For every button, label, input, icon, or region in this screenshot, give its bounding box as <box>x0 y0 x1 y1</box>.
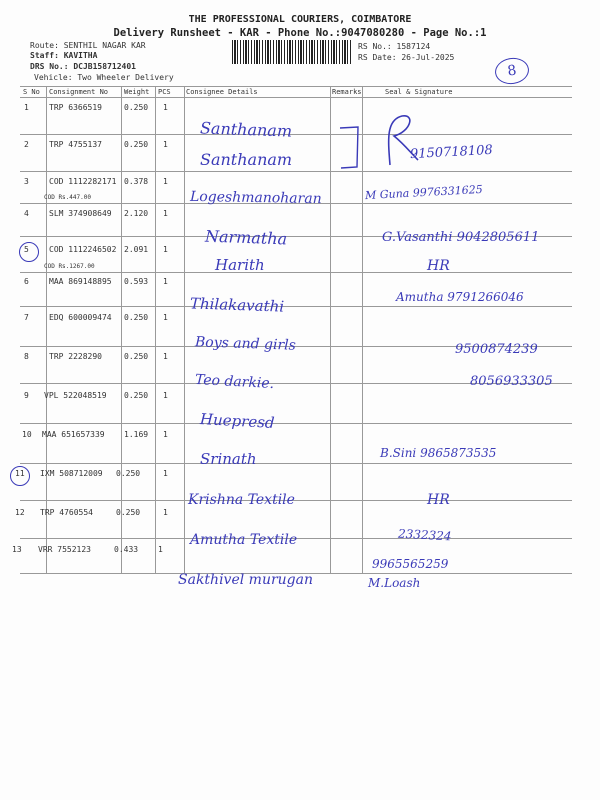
row-12-consignment: TRP 4760554 <box>40 508 93 517</box>
row-6-consignment: MAA 869148895 <box>49 277 112 286</box>
row-2-pcs: 1 <box>163 140 168 149</box>
row-8-consignment: TRP 2228290 <box>49 352 102 361</box>
row-12-weight: 0.250 <box>116 508 141 517</box>
row-5-cod: COD Rs.1267.00 <box>44 263 95 270</box>
row-1-consignment: TRP 6366519 <box>49 103 102 112</box>
row-9-pcs: 1 <box>163 391 168 400</box>
hand-consignee-12: Amutha Textile <box>190 532 298 548</box>
row-3-sno: 3 <box>24 177 29 186</box>
col-consignee: Consignee Details <box>186 88 258 96</box>
vehicle-label: Vehicle: Two Wheeler Delivery <box>34 73 174 82</box>
row-3-weight: 0.378 <box>124 177 149 186</box>
row-1-sno: 1 <box>24 103 29 112</box>
rs-number: RS No.: 1587124 <box>358 42 431 51</box>
hand-consignee-7: Boys and girls <box>194 334 297 354</box>
hand-consignee-1: Santhanam <box>199 118 293 141</box>
hand-consignee-4: Narmatha <box>204 226 288 249</box>
row-8-weight: 0.250 <box>124 352 149 361</box>
row-4-weight: 2.120 <box>124 209 149 218</box>
row-2-consignment: TRP 4755137 <box>49 140 102 149</box>
row-7-sno: 7 <box>24 313 29 322</box>
col-sno: S No <box>23 88 40 96</box>
hand-bracket <box>338 125 362 170</box>
hand-signature-5: Amutha 9791266046 <box>396 290 524 304</box>
row-5-pcs: 1 <box>163 245 168 254</box>
row-8-sno: 8 <box>24 352 29 361</box>
hand-consignee-10: Srinath <box>200 450 257 468</box>
row-6-weight: 0.593 <box>124 277 149 286</box>
hand-consignee-5: Harith <box>215 256 265 274</box>
row-6-pcs: 1 <box>163 277 168 286</box>
col-weight: Weight <box>124 88 150 96</box>
hand-consignee-8: Teo darkie. <box>194 371 275 393</box>
drs-number: DRS No.: DCJB158712401 <box>30 62 136 71</box>
row-2-weight: 0.250 <box>124 140 149 149</box>
hand-signature-6: 9500874239 <box>455 342 538 357</box>
runsheet-subtitle: Delivery Runsheet - KAR - Phone No.:9047080280 - Page No.:1 <box>113 27 487 39</box>
company-title: THE PROFESSIONAL COURIERS, COIMBATORE <box>188 14 412 25</box>
col-consignment: Consignment No <box>49 88 109 96</box>
rs-date: RS Date: 26-Jul-2025 <box>358 53 455 62</box>
row-13-consignment: VRR 7552123 <box>38 545 91 554</box>
row-3-cod: COD Rs.447.00 <box>44 194 91 201</box>
hand-signature-4: HR <box>427 258 450 274</box>
hand-signature-9: HR <box>427 492 450 508</box>
circled-count: 8 <box>493 56 530 86</box>
row-11-weight: 0.250 <box>116 469 141 478</box>
row-10-weight: 1.169 <box>124 430 149 439</box>
row-9-sno: 9 <box>24 391 29 400</box>
hand-signature-12: M.Loash <box>368 576 421 590</box>
hand-consignee-6: Thilakavathi <box>189 294 285 316</box>
row-12-sno: 12 <box>15 508 25 517</box>
row-5-sno: 5 <box>24 245 29 254</box>
hand-circle-row-5 <box>19 242 39 262</box>
hand-consignee-3: Logeshmanoharan <box>189 188 322 208</box>
staff-label: Staff: KAVITHA <box>30 51 98 60</box>
row-4-consignment: SLM 374908649 <box>49 209 112 218</box>
row-4-sno: 4 <box>24 209 29 218</box>
col-remarks: Remarks <box>332 88 362 96</box>
hand-consignee-11: Krishna Textile <box>188 492 295 508</box>
row-11-consignment: IXM 508712009 <box>40 469 103 478</box>
row-7-consignment: EDQ 600009474 <box>49 313 112 322</box>
row-7-weight: 0.250 <box>124 313 149 322</box>
row-11-sno: 11 <box>15 469 25 478</box>
row-8-pcs: 1 <box>163 352 168 361</box>
row-1-weight: 0.250 <box>124 103 149 112</box>
hand-signature-7: 8056933305 <box>470 374 553 389</box>
route-label: Route: SENTHIL NAGAR KAR <box>30 41 146 50</box>
hand-signature-10: 2332324 <box>397 526 452 544</box>
col-pcs: PCS <box>158 88 171 96</box>
row-7-pcs: 1 <box>163 313 168 322</box>
row-10-sno: 10 <box>22 430 32 439</box>
row-13-pcs: 1 <box>158 545 163 554</box>
row-12-pcs: 1 <box>163 508 168 517</box>
row-5-weight: 2.091 <box>124 245 149 254</box>
hand-signature-8: B.Sini 9865873535 <box>380 446 497 460</box>
col-seal-signature: Seal & Signature <box>385 88 453 96</box>
row-3-pcs: 1 <box>163 177 168 186</box>
row-6-sno: 6 <box>24 277 29 286</box>
row-13-weight: 0.433 <box>114 545 139 554</box>
row-10-pcs: 1 <box>163 430 168 439</box>
hand-signature-2: M Guna 9976331625 <box>364 182 484 203</box>
row-4-pcs: 1 <box>163 209 168 218</box>
hand-consignee-2: Santhanam <box>200 150 293 169</box>
hand-signature-11: 9965565259 <box>372 557 449 571</box>
hand-consignee-9: Huepresd <box>199 410 275 432</box>
row-9-consignment: VPL 522048519 <box>44 391 107 400</box>
row-3-consignment: COD 1112282171 <box>49 177 117 186</box>
hand-signature-3: G.Vasanthi 9042805611 <box>382 230 540 245</box>
row-2-sno: 2 <box>24 140 29 149</box>
hand-consignee-13: Sakthivel murugan <box>178 572 313 588</box>
row-1-pcs: 1 <box>163 103 168 112</box>
row-13-sno: 13 <box>12 545 22 554</box>
row-11-pcs: 1 <box>163 469 168 478</box>
barcode-image <box>232 40 352 64</box>
row-5-consignment: COD 1112246502 <box>49 245 117 254</box>
row-9-weight: 0.250 <box>124 391 149 400</box>
hand-circle-row-11 <box>10 466 30 486</box>
row-10-consignment: MAA 651657339 <box>42 430 105 439</box>
hand-signature-1: 9150718108 <box>409 142 494 163</box>
